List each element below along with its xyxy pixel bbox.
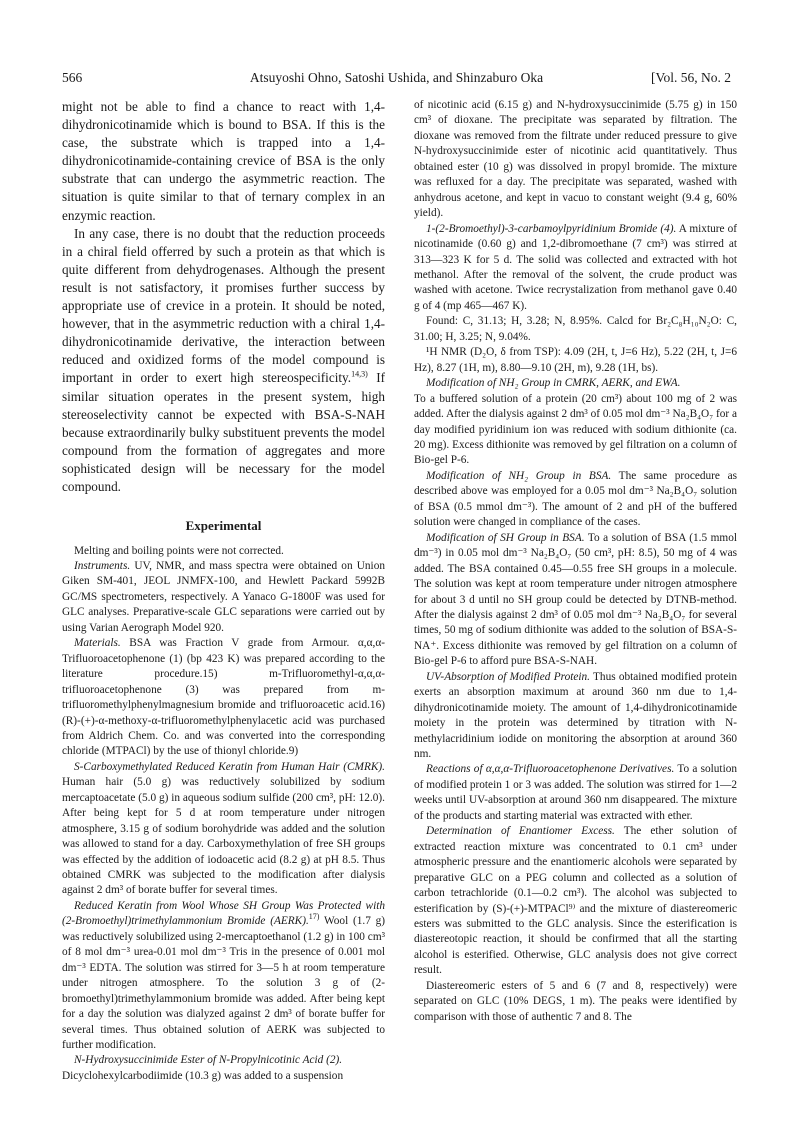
paragraph: Dicyclohexylcarbodiimide (10.3 g) was added to a suspension bbox=[62, 1069, 344, 1082]
paragraph-text: To a solution of modified protein 1 or 3 was added. The solution was stirred for 1—2 weeks until UV-absorption at around 360 nm disappeared. The mixture of the products and starting material was extracted with ether. bbox=[414, 763, 738, 822]
paragraph bbox=[414, 222, 737, 315]
reference-marker: 14,3) bbox=[351, 370, 368, 380]
run-in-heading: N-Hydroxysuccinimide Ester of N-Propylnicotinic Acid (2). bbox=[74, 1054, 343, 1067]
paragraph: of nicotinic acid (6.15 g) and N-hydroxysuccinimide (5.75 g) in 150 cm³ of dioxane. The precipitate was separated by filtration. The dioxane was removed from the filtrate under reduced pressure to give N-hydroxysuccinimide ester of nicotinic acid quantitatively. Thus obtained ester (10 g) was dissolved in propyl bromide. The mixture was refluxed for a day. The precipitate was separated, washed with anhydrous acetone, and kept in vacuo to constant weight (9.4 g, 60% yield). bbox=[414, 99, 737, 220]
paragraph-text: UV, NMR, and mass spectra were obtained on Union Giken SM-401, JEOL JNMFX-100, and Hewlett Packard 5992B GC/MS spectrometers, respectively. A Yanaco G-1800F was used for GLC analyses. Preparative-scale GLC separations were carried out by using Varian Aerograph Model 920. bbox=[62, 559, 385, 634]
section-title: Experimental bbox=[185, 518, 262, 534]
paragraph bbox=[62, 760, 385, 899]
paragraph bbox=[62, 636, 385, 760]
left-column bbox=[62, 98, 385, 1084]
paragraph-text: Wool (1.7 g) was reductively solubilized using 2-mercaptoethanol (1.2 g) in 100 cm³ of 8 mol dm⁻³ urea-0.01 mol dm⁻³ Tris in the presence of 0.001 mol dm⁻³ EDTA. The solution was stirred for 3—5 h at room temperature under nitrogen atmosphere. To the solution 3 g of (2-bromoethyl)trimethylammonium bromide was added. After being kept for a day the solution was dialyzed against 2 dm³ of borate buffer for several times. Thus obtained solution of AERK was subjected to further modification. bbox=[62, 915, 385, 1052]
paragraph-text: In any case, there is no doubt that the reduction proceeds in a chiral field offerred by such a protein as that which is quite different from dehydrogenases. Although the present result is not satisfactory, it promises further success by appropriate use of crevice in a protein. It should be noted, however, that in the asymmetric reduction with a chiral 1,4-dihydronicotinamide derivative, the interaction between reduced and oxidized forms of the model compound is important in order to exert high stereospecificity. bbox=[62, 225, 385, 386]
run-in-heading: Instruments. bbox=[74, 559, 131, 572]
page-number: 566 bbox=[62, 70, 83, 85]
paragraph bbox=[62, 225, 385, 496]
run-in-heading: Modification of NH₂ Group in BSA. bbox=[426, 469, 612, 482]
paragraph-text: If similar situation operates in the present system, high stereoselectivity cannot be expected with BSA-S-NAH because extraordinarily bulky substituent prevents the model compound from the formation of aggregates and more sophisticated design will be necessary for the model compound. bbox=[62, 370, 385, 494]
running-authors: Atsuyoshi Ohno, Satoshi Ushida, and Shinzaburo Oka bbox=[249, 70, 544, 85]
paragraph bbox=[62, 559, 385, 636]
run-in-heading: 1-(2-Bromoethyl)-3-carbamoylpyridinium Bromide (4). bbox=[426, 222, 677, 235]
paragraph bbox=[414, 531, 737, 670]
paragraph: ¹H NMR (D₂O, δ from TSP): 4.09 (2H, t, J=6 Hz), 5.22 (2H, t, J=6 Hz), 8.27 (1H, m), 8.80—9.10 (2H, m), 9.28 (1H, bs). bbox=[414, 346, 737, 374]
run-in-heading: Modification of SH Group in BSA. bbox=[426, 531, 585, 544]
volume-info: [Vol. 56, No. 2 bbox=[650, 70, 731, 85]
run-in-heading: Determination of Enantiomer Excess. bbox=[426, 825, 615, 838]
paragraph-text: Thus obtained modified protein exerts an absorption maximum at around 360 nm due to 1,4-dihydronicotinamide moiety. The amount of 1,4-dihydronicotinamide moiety in the protein was determined by titration with N-methylacridinium iodide on monitoring the absorption at around 360 nm. bbox=[414, 670, 737, 761]
run-in-heading: Reduced Keratin from Wool Whose SH Group Was Protected with (2-Bromoethyl)trimethylammonium Bromide (AERK). bbox=[62, 899, 385, 928]
paragraph-text: Human hair (5.0 g) was reductively solubilized by sodium mercaptoacetate (5.0 g) in aqueous sodium sulfide (200 cm³, pH: 12.0). After being kept for 5 d at room temperature under nitrogen atmosphere, 3.15 g of sodium borohydride was added and the solution was allowed to stand for a day. Carboxymethylation of free SH groups was effected by the addition of iodoacetic acid (8.2 g) at pH 8.5. Thus obtained CMRK was subjected to the modification after dialysis against 2 dm³ of borate buffer for several times. bbox=[62, 776, 385, 897]
paragraph bbox=[414, 824, 737, 979]
reference-marker: 17) bbox=[308, 912, 320, 922]
right-column bbox=[414, 98, 737, 1025]
paragraph bbox=[414, 469, 737, 531]
paragraph: Melting and boiling points were not corrected. bbox=[74, 544, 284, 557]
paragraph: To a buffered solution of a protein (20 cm³) about 100 mg of 2 was added. After the dialysis against 2 dm³ of 0.05 mol dm⁻³ Na₂B₄O₇ for a day modified pyridinium ion was reduced with sodium dithionite (ca. 20 mg). Excess dithionite was removed by gel filtration on a column of Bio-gel P-6. bbox=[414, 392, 737, 467]
paragraph bbox=[62, 1053, 385, 1068]
paragraph: might not be able to find a chance to react with 1,4-dihydronicotinamide which is bound to BSA. If this is the case, the substrate which is trapped into a 1,4-dihydronicotinamide-containing crevice of BSA is the only substrate that can undergo the asymmetric reaction. The situation is quite similar to that of ternary complex in an enzymic reaction. bbox=[62, 99, 385, 223]
run-in-heading: UV-Absorption of Modified Protein. bbox=[426, 670, 590, 683]
paragraph-text: To a solution of BSA (1.5 mmol dm⁻³) in 0.05 mol dm⁻³ Na₂B₄O₇ (50 cm³, pH: 8.5), 50 mg of 4 was added. The BSA contained 0.45—0.55 free SH groups in a molecule. The solution was kept at room temperature under nitrogen atmosphere for about 3 d until no SH group could be detected by DTNB-method. After the dialysis against 2 dm³ of 0.05 mol dm⁻³ Na₂B₄O₇ for several times, 50 mg of sodium dithionite was added to the solution of BSA-S-NA⁺. Excess dithionite was removed by gel filtration on a column of Bio-gel P-6 to afford pure BSA-S-NAH. bbox=[414, 531, 737, 668]
paragraph-text: BSA was Fraction V grade from Armour. α,α,α-Trifluoroacetophenone (1) (bp 423 K) was prepared according to the literature procedure.15) m-Trifluoromethyl-α,α,α-trifluoroacetophenone (3) was prepared from m-trifluoromethylphenylmagnesium bromide and trifluoroacetic acid.16) (R)-(+)-α-methoxy-α-trifluoromethylphenylacetic acid was purchased from Aldrich Chem. Co. and was converted into the corresponding chloride (MTPACl) by the use of thionyl chloride.9) bbox=[62, 637, 385, 758]
paragraph bbox=[414, 376, 737, 391]
paragraph: Diastereomeric esters of 5 and 6 (7 and 8, respectively) were separated on GLC (10% DEGS, 1 m). The peaks were identified by comparison with those of authentic 7 and 8. The bbox=[414, 979, 737, 1023]
run-in-heading: S-Carboxymethylated Reduced Keratin from Human Hair (CMRK). bbox=[74, 760, 385, 773]
paragraph-text: The ether solution of extracted reaction mixture was concentrated to 0.1 cm³ under atmospheric pressure and the enantiomeric alcohols were separated by preparative GLC on a PEG column and collected as a solution of carbon tetrachloride (0.1—0.2 cm³). The alcohol was subjected to esterification by (S)-(+)-MTPACl⁹⁾ and the mixture of diastereomeric esters was submitted to the GLC analysis. Since the esterification is diastereotopic reaction, it should be confirmed that all the starting alcohol is esterified. Otherwise, GLC analysis does not give correct result. bbox=[414, 825, 737, 977]
page-header bbox=[62, 70, 731, 90]
paragraph-text: A mixture of nicotinamide (0.60 g) and 1,2-dibromoethane (7 cm³) was stirred at 313—323 K for 5 d. The solid was collected and extracted with hot methanol. After the removal of the solvent, the crude product was washed with acetone. Twice recrystalization from methanol gave 0.40 g of 4 (mp 465—467 K). bbox=[414, 222, 738, 312]
paragraph bbox=[62, 899, 385, 1054]
run-in-heading: Modification of NH₂ Group in CMRK, AERK, and EWA. bbox=[426, 377, 681, 390]
paragraph bbox=[414, 670, 737, 763]
run-in-heading: Reactions of α,α,α-Trifluoroacetophenone Derivatives. bbox=[426, 763, 675, 776]
paragraph: Found: C, 31.13; H, 3.28; N, 8.95%. Calcd for Br₂C₈H₁₀N₂O: C, 31.00; H, 3.25; N, 9.04%. bbox=[414, 315, 737, 343]
run-in-heading: Materials. bbox=[74, 637, 121, 650]
paragraph-text: The same procedure as described above was employed for a 0.05 mol dm⁻³ Na₂B₄O₇ solution of BSA (0.5 mmol dm⁻³). The amount of 2 and pH of the buffered solution were changed in compliance of the cases. bbox=[414, 469, 737, 529]
paragraph bbox=[414, 762, 737, 824]
